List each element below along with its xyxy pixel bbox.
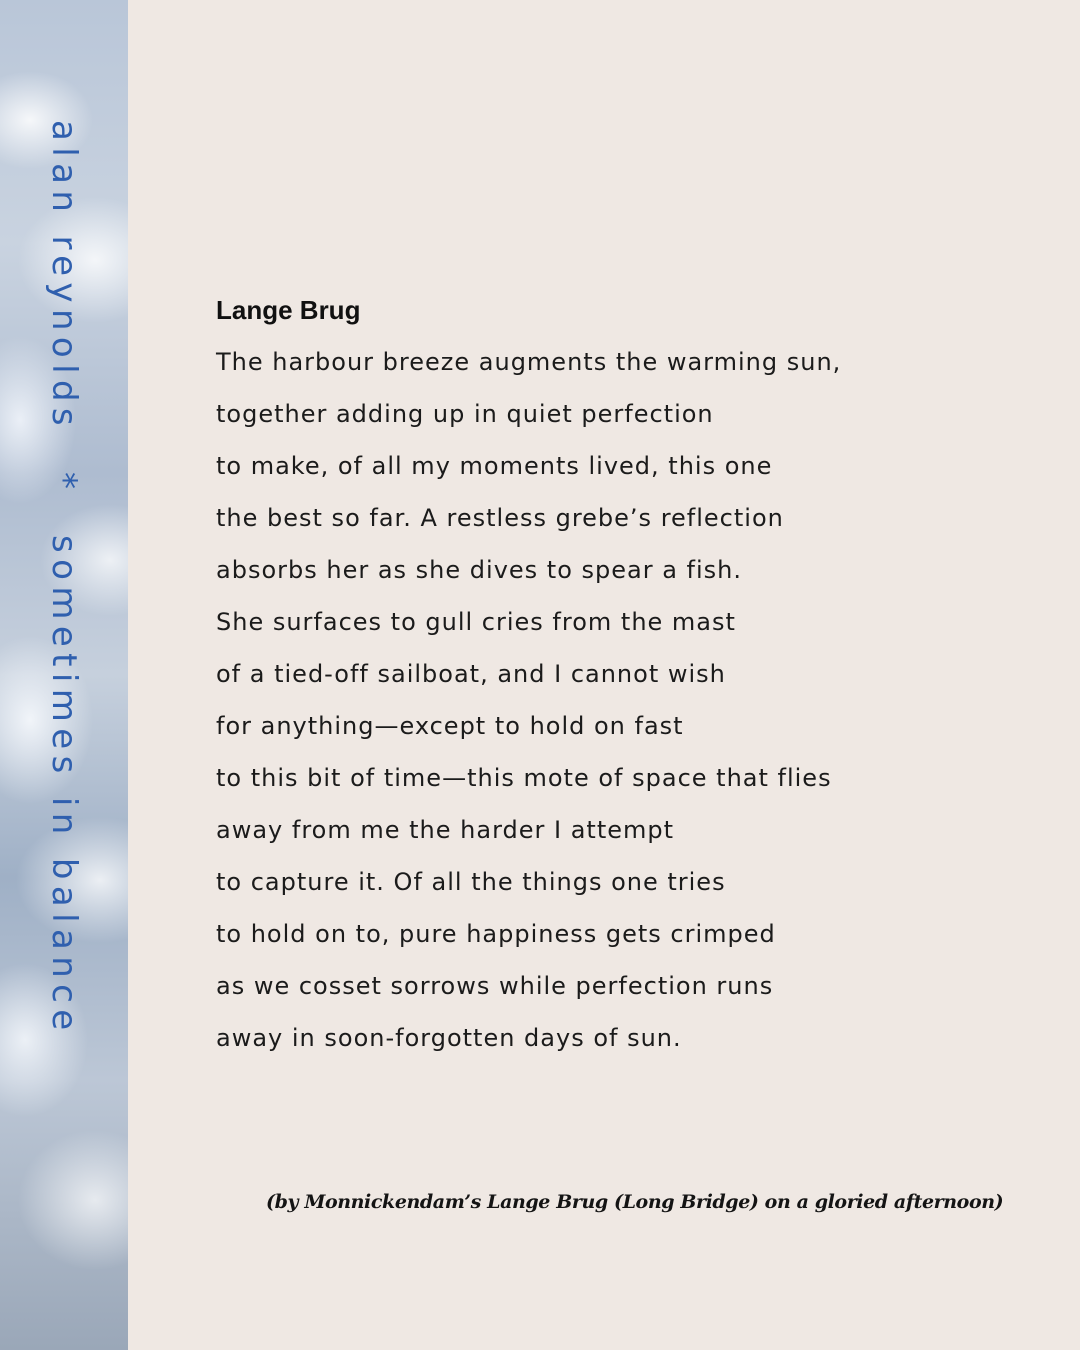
poem-title: Lange Brug [216,295,361,325]
separator-asterisk: * [44,472,84,496]
poem-line: as we cosset sorrows while perfection runs [216,972,774,1000]
poem-line: for anything—except to hold on fast [216,712,684,740]
poem-line: to capture it. Of all the things one tries [216,868,726,896]
poem-line: to make, of all my moments lived, this one [216,452,773,480]
sidebar-vertical-text [46,120,82,1235]
poem-line: She surfaces to gull cries from the mast [216,608,736,636]
poem-line: the best so far. A restless grebe’s reflection [216,504,784,532]
poem-line: together adding up in quiet perfection [216,400,714,428]
collection-title: sometimes in balance [44,535,84,1038]
poem-line: to this bit of time—this mote of space that flies [216,764,832,792]
poem-line: The harbour breeze augments the warming sun, [216,348,842,376]
author-name: alan reynolds [44,120,84,433]
poem-line: away in soon-forgotten days of sun. [216,1024,682,1052]
poem-line: to hold on to, pure happiness gets crimped [216,920,776,948]
cloud-sidebar [0,0,128,1350]
poem-line: of a tied-off sailboat, and I cannot wish [216,660,726,688]
poem-line: away from me the harder I attempt [216,816,675,844]
poem [216,292,996,1072]
poem-body [216,344,996,1072]
poem-line: absorbs her as she dives to spear a fish. [216,556,743,584]
poem-caption: (by Monnickendam’s Lange Brug (Long Bridge) on a gloried afternoon) [266,1191,1004,1213]
